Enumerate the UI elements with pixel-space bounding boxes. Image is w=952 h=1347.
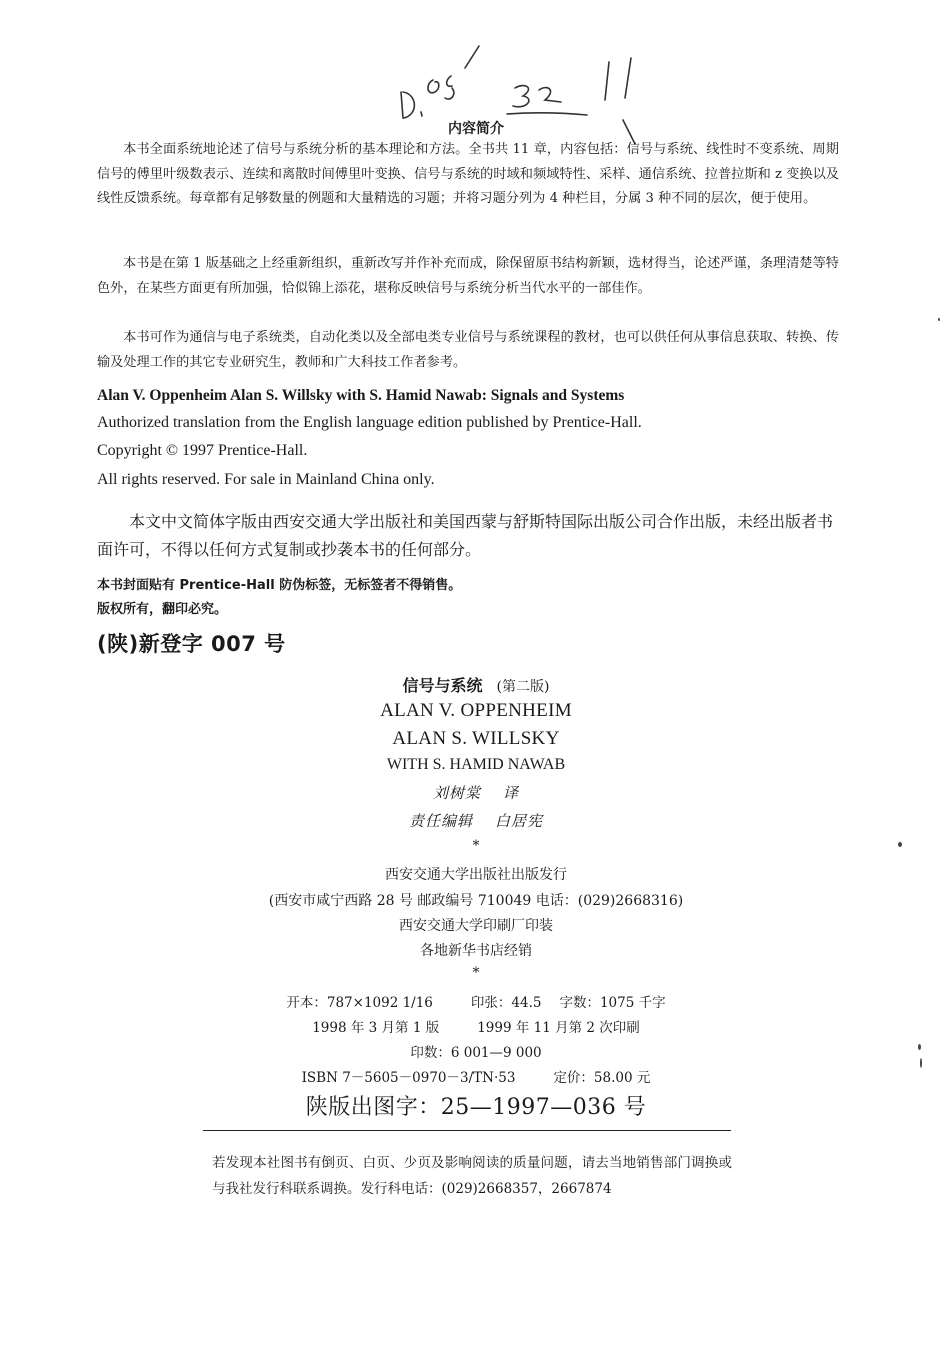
author-1: ALAN V. OPPENHEIM bbox=[380, 700, 572, 721]
editor-credit bbox=[0, 810, 952, 831]
import-permit-number: 陕版出图字：25—1997—036 号 bbox=[305, 1095, 647, 1120]
format-line bbox=[0, 991, 952, 1011]
book-title: 信号与系统 bbox=[402, 676, 483, 695]
divider-rule bbox=[203, 1130, 731, 1131]
summary-paragraph-3: 本书可作为通信与电子系统类，自动化类以及全部电类专业信号与系统课程的教材，也可以供任何从事信息获取、转换、传输及处理工作的其它专业研究生，教师和广大科技工作者参考。 bbox=[97, 330, 839, 370]
registration-number: (陕)新登字 007 号 bbox=[97, 632, 286, 656]
author-3: WITH S. HAMID NAWAB bbox=[386, 756, 566, 773]
rights-statement: 本文中文简体字版由西安交通大学出版社和美国西蒙与舒斯特国际出版公司合作出版，未经出版者书面许可，不得以任何方式复制或抄袭本书的任何部分。 bbox=[97, 512, 834, 559]
book-title-line bbox=[0, 673, 952, 696]
address-line: (西安市咸宁西路 28 号 邮政编号 710049 电话：(029)2668316) bbox=[268, 893, 684, 909]
author-2: ALAN S. WILLSKY bbox=[392, 728, 560, 749]
english-edition-title: Alan V. Oppenheim Alan S. Willsky with S. Hamid Nawab: Signals and Systems bbox=[97, 387, 625, 404]
summary-paragraph-2: 本书是在第 1 版基础之上经重新组织，重新改写并作补充而成，除保留原书结构新颖，选材得当，论述严谨，条理清楚等特色外，在某些方面更有所加强，恰似锦上添花，堪称反映信号与系统分析当代水平的一部佳作。 bbox=[97, 256, 839, 296]
isbn-price-line bbox=[0, 1066, 952, 1086]
edition-label: (第二版) bbox=[496, 679, 550, 695]
price: 定价：58.00 元 bbox=[553, 1070, 651, 1086]
edition-line bbox=[0, 1016, 952, 1036]
separator-2: * bbox=[472, 965, 480, 981]
scan-speck bbox=[920, 1058, 922, 1068]
distributor-line: 各地新华书店经销 bbox=[420, 943, 532, 959]
editor-role: 责任编辑 bbox=[408, 812, 473, 830]
anti-counterfeit-note: 本书封面贴有 Prentice-Hall 防伪标签，无标签者不得销售。 bbox=[97, 578, 462, 593]
summary-paragraph-1: 本书全面系统地论述了信号与系统分析的基本理论和方法。全书共 11 章，内容包括：信号与系统、线性时不变系统、周期信号的傅里叶级数表示、连续和离散时间傅里叶变换、信号与系统的时域和频域特性、采样、通信系统、拉普拉斯和 z 变换以及线性反馈系统。每章都有足够数量的例题和大量精选的习题；并将习题分列为 4 种栏目，分属 3 种不同的层次，便于使用。 bbox=[97, 142, 839, 206]
publisher-line: 西安交通大学出版社出版发行 bbox=[385, 867, 567, 883]
print-run-line: 印数：6 001—9 000 bbox=[410, 1045, 542, 1061]
word-count: 字数：1075 千字 bbox=[559, 995, 666, 1011]
all-rights-note: 版权所有，翻印必究。 bbox=[97, 602, 228, 617]
isbn: ISBN 7－5605－0970－3/TN·53 bbox=[301, 1070, 516, 1086]
translator-role: 译 bbox=[503, 784, 520, 802]
scan-speck bbox=[938, 318, 940, 321]
english-edition-line-2: Copyright © 1997 Prentice-Hall. bbox=[97, 442, 308, 459]
printer-line: 西安交通大学印刷厂印装 bbox=[399, 918, 553, 934]
summary-heading: 内容简介 bbox=[448, 121, 504, 137]
translator-credit bbox=[0, 782, 952, 803]
editor-name: 白居宪 bbox=[495, 812, 544, 830]
scan-speck bbox=[918, 1044, 921, 1050]
scan-speck bbox=[898, 842, 902, 847]
quality-notice: 若发现本社图书有倒页、白页、少页及影响阅读的质量问题，请去当地销售部门调换或与我社发行科联系调换。发行科电话：(029)2668357，2667874 bbox=[212, 1155, 732, 1197]
translator-name: 刘树棠 bbox=[432, 784, 481, 802]
english-edition-line-1: Authorized translation from the English language edition published by Prentice-Hall. bbox=[97, 414, 642, 431]
print-sheets: 印张：44.5 bbox=[470, 995, 542, 1011]
separator-1: * bbox=[472, 838, 480, 854]
printing-date: 1999 年 11 月第 2 次印刷 bbox=[477, 1020, 640, 1036]
english-edition-line-3: All rights reserved. For sale in Mainland China only. bbox=[97, 471, 435, 488]
first-edition-date: 1998 年 3 月第 1 版 bbox=[312, 1020, 440, 1036]
format-size: 开本：787×1092 1/16 bbox=[286, 995, 433, 1011]
